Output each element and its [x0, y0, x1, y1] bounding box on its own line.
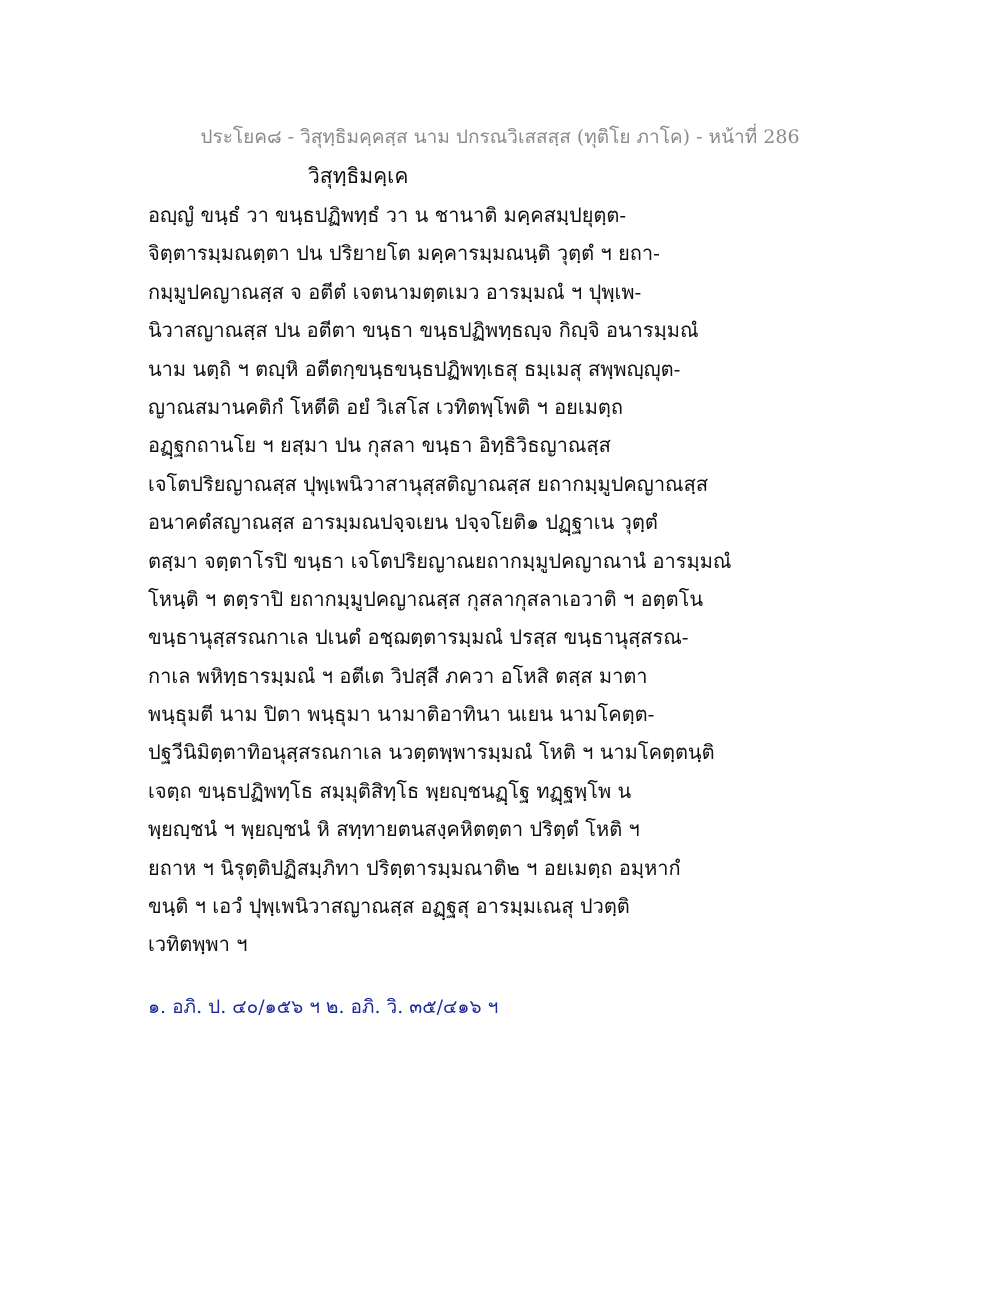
text-line: เวทิตพฺพา ฯ — [148, 932, 248, 957]
text-line: เจตฺถ ขนฺธปฏิพทฺโธ สมฺมุติสิทฺโธ พฺยญฺชนฏฺโฐ ทฏฺฐพฺโพ น — [148, 778, 632, 803]
text-line: โหนฺติ ฯ ตตฺราปิ ยถากมฺมูปคญาณสฺส กุสลากุสลาเอวาติ ฯ อตฺตโน — [148, 586, 703, 611]
text-line: อนาคตํสญาณสฺส อารมฺมณปจฺจเยน ปจฺจโยติ๑ ปฏฺฐาเน วุตฺตํ — [148, 510, 658, 535]
footnote: ๑. อภิ. ป. ๔๐/๑๕๖ ฯ ๒. อภิ. วิ. ๓๕/๔๑๖ ฯ — [148, 996, 499, 1018]
text-line: ขนฺติ ฯ เอวํ ปุพฺเพนิวาสญาณสฺส อฏฺฐสุ อารมฺมเณสุ ปวตฺติ — [148, 894, 630, 919]
text-line: นาม นตฺถิ ฯ ตญฺหิ อตีตกฺขนฺธขนฺธปฏิพทฺเธสุ ธมฺเมสุ สพฺพญฺญุต- — [148, 356, 681, 381]
text-line: อฏฺฐกถานโย ฯ ยสฺมา ปน กุสลา ขนฺธา อิทฺธิวิธญาณสฺส — [148, 433, 611, 458]
text-line: นิวาสญาณสฺส ปน อตีตา ขนฺธา ขนฺธปฏิพทฺธญฺจ กิญฺจิ อนารมฺมณํ — [148, 318, 699, 343]
text-line: ตสฺมา จตฺตาโรปิ ขนฺธา เจโตปริยญาณยถากมฺมูปคญาณานํ อารมฺมณํ — [148, 548, 732, 573]
section-title: วิสุทฺธิมคฺเค — [308, 164, 409, 188]
text-line: กาเล พหิทฺธารมฺมณํ ฯ อตีเต วิปสฺสี ภควา อโหสิ ตสฺส มาตา — [148, 663, 648, 688]
text-line: ปฐวีนิมิตฺตาทิอนุสฺสรณกาเล นวตฺตพฺพารมฺมณํ โหติ ฯ นามโคตฺตนฺติ — [148, 740, 715, 765]
page-header: ประโยค๘ - วิสุทฺธิมคฺคสฺส นาม ปกรณวิเสสสฺส (ทุติโย ภาโค) - หน้าที่ 286 — [200, 126, 800, 148]
text-line: พฺยญฺชนํ ฯ พฺยญฺชนํ หิ สทฺทายตนสงฺคหิตตฺตา ปริตฺตํ โหติ ฯ — [148, 817, 640, 842]
text-line: เจโตปริยญาณสฺส ปุพฺเพนิวาสานุสฺสติญาณสฺส ยถากมฺมูปคญาณสฺส — [148, 471, 709, 496]
text-line: จิตฺตารมฺมณตฺตา ปน ปริยายโต มคฺคารมฺมณนฺติ วุตฺตํ ฯ ยถา- — [148, 241, 660, 266]
text-line: ญาณสมานคติกํ โหตีติ อยํ วิเสโส เวทิตพฺโพติ ฯ อยเมตฺถ — [148, 394, 624, 419]
text-line: ขนฺธานุสฺสรณกาเล ปเนตํ อชฺฌตฺตารมฺมณํ ปรสฺส ขนฺธานุสฺสรณ- — [148, 625, 689, 650]
text-line: ยถาห ฯ นิรุตฺติปฏิสมฺภิทา ปริตฺตารมฺมณาติ๒ ฯ อยเมตฺถ อมฺหากํ — [148, 855, 681, 880]
text-line: อญฺญํ ขนฺธํ วา ขนฺธปฏิพทฺธํ วา น ชานาติ มคฺคสมฺปยุตฺต- — [148, 203, 627, 227]
body-text — [148, 196, 731, 964]
text-line: กมฺมูปคญาณสฺส จ อตีตํ เจตนามตฺตเมว อารมฺมณํ ฯ ปุพฺเพ- — [148, 279, 642, 304]
text-line: พนฺธุมตี นาม ปิตา พนฺธุมา นามาติอาทินา นเยน นามโคตฺต- — [148, 702, 655, 727]
